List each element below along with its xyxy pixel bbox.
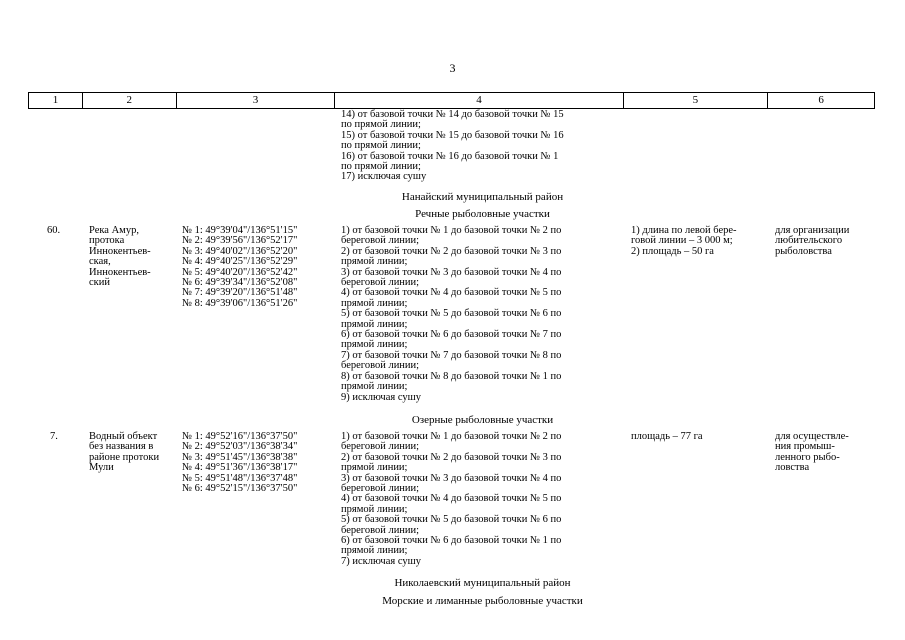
row-60-size: 1) длина по левой бере- говой линии – 3 000 м; 2) площадь – 50 га bbox=[631, 225, 737, 257]
continued-borders: 14) от базовой точки № 14 до базовой точки № 15 по прямой линии; 15) от базовой точки № 15 до базовой точки № 16 по прямой линии; 16) от базовой точки № 16 до базовой точки № 1 по прямой линии; 17) исключая сушу bbox=[341, 109, 564, 183]
subsection-heading-lake: Озерные рыболовные участки bbox=[411, 414, 554, 426]
row-7-number: 7. bbox=[50, 431, 58, 442]
header-col-5: 5 bbox=[624, 93, 769, 108]
row-60-name: Река Амур, протока Иннокентьев- ская, Иннокентьев- ский bbox=[89, 225, 151, 289]
row-60-coordinates: № 1: 49°39'04"/136°51'15" № 2: 49°39'56"/136°52'17" № 3: 49°40'02"/136°52'20" № 4: 49°40'25"/136°52'29" № 5: 49°40'20"/136°52'42" № 6: 49°39'34"/136°52'08" № 7: 49°39'20"/136°51'48" № 8: 49°39'06"/136°51'26" bbox=[182, 225, 298, 309]
header-col-6: 6 bbox=[818, 94, 824, 106]
row-7-name: Водный объект без названия в районе протоки Мули bbox=[89, 431, 160, 474]
section-heading-nanai: Нанайский муниципальный район bbox=[401, 191, 564, 203]
row-60-number: 60. bbox=[47, 225, 61, 236]
header-col-2: 2 bbox=[83, 93, 177, 108]
table-header bbox=[28, 92, 875, 109]
header-col-1: 1 bbox=[29, 93, 83, 108]
section-heading-nikolaev: Николаевский муниципальный район bbox=[394, 577, 571, 589]
header-col-4: 4 bbox=[335, 93, 623, 108]
subsection-heading-sea: Морские и лиманные рыболовные участки bbox=[382, 595, 583, 607]
subsection-heading-river: Речные рыболовные участки bbox=[415, 208, 550, 220]
row-7-purpose: для осуществле- ния промыш- ленного рыбо- ловства bbox=[775, 431, 849, 474]
row-7-size: площадь – 77 га bbox=[631, 431, 703, 442]
row-7-borders: 1) от базовой точки № 1 до базовой точки № 2 по береговой линии; 2) от базовой точки № 2 до базовой точки № 3 по прямой линии; 3) от базовой точки № 3 до базовой точки № 4 по береговой линии; 4) от базовой точки № 4 до базовой точки № 5 по прямой линии; 5) от базовой точки № 5 до базовой точки № 6 по береговой линии; 6) от базовой точки № 6 до базовой точки № 1 по прямой линии; 7) исключая сушу bbox=[341, 431, 562, 567]
header-col-3: 3 bbox=[177, 93, 336, 108]
row-60-purpose: для организации любительского рыболовства bbox=[775, 225, 850, 257]
page-number: 3 bbox=[449, 61, 456, 75]
row-7-coordinates: № 1: 49°52'16"/136°37'50" № 2: 49°52'03"/136°38'34" № 3: 49°51'45"/136°38'38" № 4: 49°51'36"/136°38'17" № 5: 49°51'48"/136°37'48" № 6: 49°52'15"/136°37'50" bbox=[182, 431, 298, 495]
row-60-borders: 1) от базовой точки № 1 до базовой точки № 2 по береговой линии; 2) от базовой точки № 2 до базовой точки № 3 по прямой линии; 3) от базовой точки № 3 до базовой точки № 4 по береговой линии; 4) от базовой точки № 4 до базовой точки № 5 по прямой линии; 5) от базовой точки № 5 до базовой точки № 6 по прямой линии; 6) от базовой точки № 6 до базовой точки № 7 по прямой линии; 7) от базовой точки № 7 до базовой точки № 8 по береговой линии; 8) от базовой точки № 8 до базовой точки № 1 по прямой линии; 9) исключая сушу bbox=[341, 225, 562, 403]
